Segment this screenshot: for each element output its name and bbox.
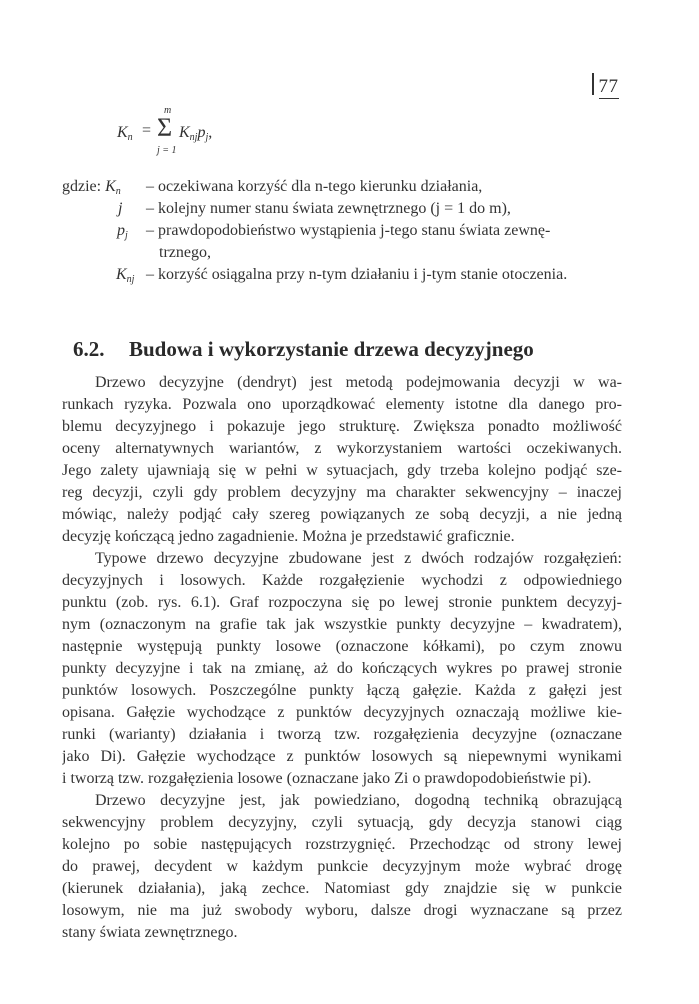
section-heading — [73, 337, 534, 362]
expected-value-formula: $K_n$ = m Σ j = 1 $K_{nj}p_j$, — [117, 105, 213, 156]
body-text — [62, 372, 622, 944]
paragraph: Drzewo decyzyjne (dendryt) jest metodą podejmowania decyzji w wa- runkach ryzyka. Pozwala ono uporządkować elementy istotne dla danego pro- blemu decyzyjnego i pokazuje jego strukturę. Zwiększa ponadto możliwość oceny alternatywnych wariantów, z wykorzystaniem wartości oczekiwanych. Jego zalety ujawniają się w pełni w sytuacjach, gdy trzeba kolejno podjąć sze- reg decyzji, czyli gdy problem decyzyjny ma charakter sekwencyjny – inaczej mówiąc, należy podjąć cały szereg powiązanych ze sobą decyzji, a nie jedną decyzję kończącą jedno zagadnienie. Można je przedstawić graficznie. — [62, 374, 622, 545]
definition-row: $K_{nj}$ – korzyść osiągalna przy n-tym działaniu i j-tym stanie otoczenia. — [116, 266, 568, 285]
symbol-definitions — [62, 176, 622, 286]
section-number: 6.2. — [73, 337, 105, 361]
sum-symbol: Σ — [157, 113, 173, 142]
page-number: 77 — [592, 73, 619, 98]
paragraph: Drzewo decyzyjne jest, jak powiedziano, dogodną techniką obrazującą sekwencyjny problem decyzyjny, czyli sytuacją, gdy decyzja stanowi ciąg kolejno po sobie następujących rozstrzygnięć. Przechodząc od strony lewej do prawej, decydent w każdym punkcie decyzyjnym może wybrać drogę (kierunek działania), jaką zechce. Natomiast gdy znajdzie się w punkcie losowym, nie ma już swobody wyboru, dalsze drogi wyznaczane są przez stany świata zewnętrznego. — [62, 792, 622, 941]
paragraph: Typowe drzewo decyzyjne zbudowane jest z dwóch rodzajów rozgałęzień: decyzyjnych i losowych. Każde rozgałęzienie wychodzi z odpowiedniego punktu (zob. rys. 6.1). Graf rozpoczyna się po lewej stronie punktem decyzyj- nym (oznaczonym na grafie tak jak wszystkie punkty decyzyjne – kwadratem), następnie występują punkty losowe (oznaczone kółkami), po czym znowu punkty decyzyjne i tak na zmianę, aż do kończących wykres po prawej stronie punktów losowych. Poszczególne punkty łączą gałęzie. Każda z gałęzi jest opisana. Gałęzie wychodzące z punktów decyzyjnych oznaczają możliwe kie- runki (warianty) działania i tworzą tzw. rozgałęzienia decyzyjne (oznaczane jako Di). Gałęzie wychodzące z punktów losowych są niepewnymi wynikami i tworzą tzw. rozgałęzienia losowe (oznaczane jako Zi o prawdopodobieństwie pi). — [62, 550, 622, 787]
definition-row: j – kolejny numer stanu świata zewnętrznego (j = 1 do m), — [118, 200, 511, 217]
section-title: Budowa i wykorzystanie drzewa decyzyjnego — [129, 337, 534, 361]
definition-row: gdzie: $K_n$ – oczekiwana korzyść dla n-tego kierunku działania, — [62, 178, 483, 197]
definition-row: $p_j$ – prawdopodobieństwo wystąpienia j-tego stanu świata zewnę- trznego, — [117, 222, 551, 261]
